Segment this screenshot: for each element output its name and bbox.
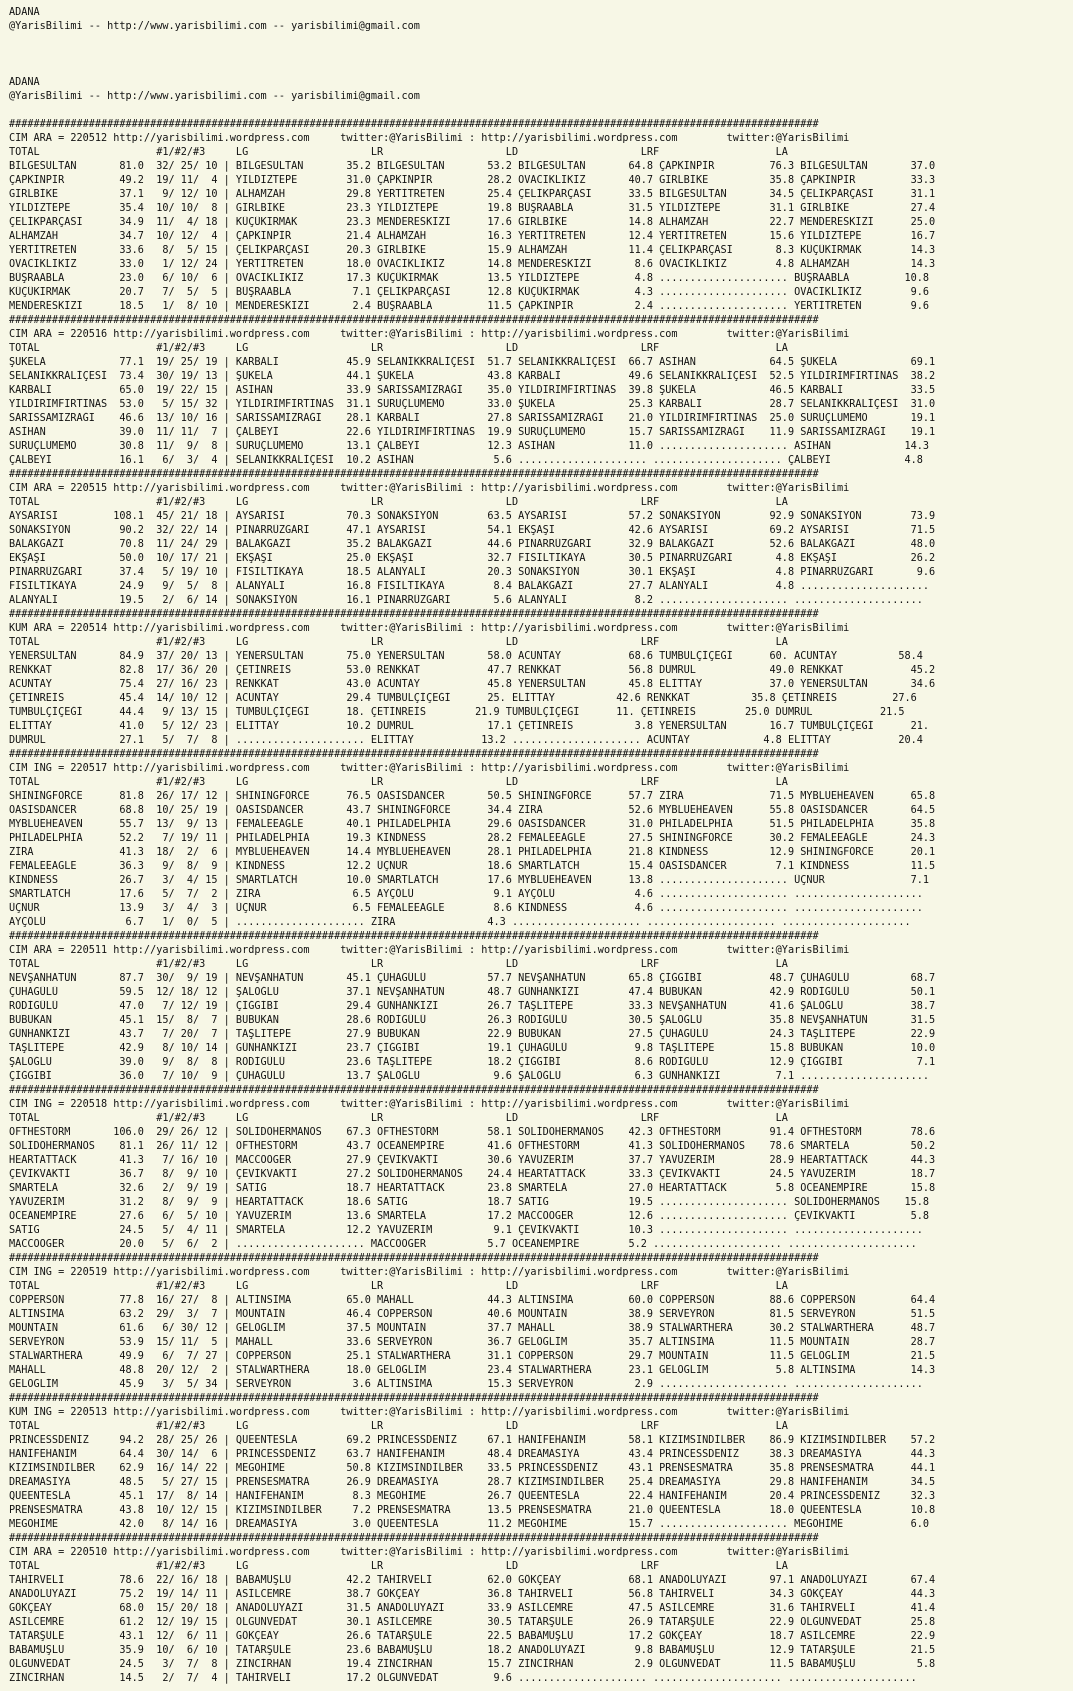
race-section	[9, 118, 1073, 314]
ranking-row: ÇETİNREİS 45.4 14/ 10/ 12 | ACUNTAY 29.4 TUMBULÇİÇEĞİ 25. ELİTTAY 42.6 RENKKAT 35.8 ÇETİNREİS 27.6	[9, 693, 917, 704]
race-header-line: KUM ING = 220513 http://yarisbilimi.wordpress.com twitter:@YarisBilimi : http://yarisbilimi.wordpress.com twitter:@YarisBilimi	[9, 1407, 850, 1418]
ranking-row: ÇALBEYİ 16.1 6/ 3/ 4 | SELANİKKRALİÇESİ 10.2 ASİHAN 5.6 ..................... ..................... ÇALBEYİ 4.8	[9, 455, 923, 466]
separator-line: ####################################################################################################################################	[9, 1533, 819, 1544]
ranking-row: YENERSULTAN 84.9 37/ 20/ 13 | YENERSULTAN 75.0 YENERSULTAN 58.0 ACUNTAY 68.6 TUMBULÇİÇEĞİ 60. ACUNTAY 58.4	[9, 651, 923, 662]
ranking-row: SMARTLATCH 17.6 5/ 7/ 2 | ZİRA 6.5 AYÇÖLÜ 9.1 AYÇÖLÜ 4.6 ..................... .....................	[9, 889, 923, 900]
column-header-line: TOTAL #1/#2/#3 LG LR LD LRF LA	[9, 147, 788, 158]
race-header-line: CIM ARA = 220515 http://yarisbilimi.wordpress.com twitter:@YarisBilimi : http://yarisbilimi.wordpress.com twitter:@YarisBilimi	[9, 483, 850, 494]
ranking-row: YAVUZERİM 31.2 8/ 9/ 9 | HEARTATTACK 18.6 SATIG 18.7 SATIG 19.5 ..................... SOLİDOHERMANOS 15.8	[9, 1197, 930, 1208]
city-title: ADANA	[9, 7, 40, 18]
separator-line: ####################################################################################################################################	[9, 1393, 819, 1404]
ranking-row: ŞALOĞLU 39.0 9/ 8/ 8 | RODİGÜLÜ 23.6 TAŞLITEPE 18.2 ÇİĞGİBİ 8.6 RODİGÜLÜ 12.9 ÇİĞGİBİ 7.1	[9, 1057, 936, 1068]
race-sections	[9, 118, 1073, 1686]
separator-line: ####################################################################################################################################	[9, 749, 819, 760]
race-section	[9, 608, 1073, 748]
ranking-row: ÇELİKPARÇASI 34.9 11/ 4/ 18 | KÜÇÜKIRMAK 23.3 MENDERESKIZI 17.6 GIRLBİKE 14.8 ALHAMZAH 22.7 MENDERESKIZI 25.0	[9, 217, 936, 228]
ranking-row: ANADOLUYAZI 75.2 19/ 14/ 11 | ASİLCEMRE 38.7 GÖKÇEAY 36.8 TAHİRVELİ 56.8 TAHİRVELİ 34.3 GÖKÇEAY 44.3	[9, 1589, 936, 1600]
ranking-row: ZİNCİRHAN 14.5 2/ 7/ 4 | TAHİRVELİ 17.2 OLGUNVEDAT 9.6 ..................... ..................... .....................	[9, 1673, 917, 1684]
ranking-row: ACUNTAY 75.4 27/ 16/ 23 | RENKKAT 43.0 ACUNTAY 45.8 YENERSULTAN 45.8 ELİTTAY 37.0 YENERSULTAN 34.6	[9, 679, 936, 690]
ranking-row: PRENSESMATRA 43.8 10/ 12/ 15 | KIZIMSINDİLBER 7.2 PRENSESMATRA 13.5 PRENSESMATRA 21.0 QUEENTESLA 18.0 QUEENTESLA 10.8	[9, 1505, 936, 1516]
ranking-row: YILDIZTEPE 35.4 10/ 10/ 8 | GIRLBİKE 23.3 YILDIZTEPE 19.8 BÜŞRAABLA 31.5 YILDIZTEPE 31.1 GIRLBİKE 27.4	[9, 203, 936, 214]
ranking-row: OLGUNVEDAT 24.5 3/ 7/ 8 | ZİNCİRHAN 19.4 ZİNCİRHAN 15.7 ZİNCİRHAN 2.9 OLGUNVEDAT 11.5 BABAMUŞLU 5.8	[9, 1659, 936, 1670]
column-header-line: TOTAL #1/#2/#3 LG LR LD LRF LA	[9, 1561, 788, 1572]
ranking-row: KINDNESS 26.7 3/ 4/ 15 | SMARTLATCH 10.0 SMARTLATCH 17.6 MYBLUEHEAVEN 13.8 ..................... ÜÇNUR 7.1	[9, 875, 930, 886]
ranking-row: GÖKÇEAY 68.0 15/ 20/ 18 | ANADOLUYAZI 31.5 ANADOLUYAZI 33.9 ASİLCEMRE 47.5 ASİLCEMRE 31.6 TAHİRVELİ 41.4	[9, 1603, 936, 1614]
ranking-row: OVACIKLIKIZ 33.0 1/ 12/ 24 | YERTİTRETEN 18.0 OVACIKLIKIZ 14.8 MENDERESKIZI 8.6 OVACIKLIKIZ 4.8 ALHAMZAH 14.3	[9, 259, 936, 270]
ranking-row: TATARŞULE 43.1 12/ 6/ 11 | GÖKÇEAY 26.6 TATARŞULE 22.5 BABAMUŞLU 17.2 GÖKÇEAY 18.7 ASİLCEMRE 22.9	[9, 1631, 936, 1642]
ranking-row: BALAKGAZİ 70.8 11/ 24/ 29 | BALAKGAZİ 35.2 BALAKGAZİ 44.6 PINARRÜZGARI 32.9 BALAKGAZİ 52.6 BALAKGAZİ 48.0	[9, 539, 936, 550]
ranking-row: GÜNHANKIZI 43.7 7/ 20/ 7 | TAŞLITEPE 27.9 BUBUKAN 22.9 BUBUKAN 27.5 ÇUHAGÜLÜ 24.3 TAŞLITEPE 22.9	[9, 1029, 936, 1040]
ranking-row: ASİLCEMRE 61.2 12/ 19/ 15 | OLGUNVEDAT 30.1 ASİLCEMRE 30.5 TATARŞULE 26.9 TATARŞULE 22.9 OLGUNVEDAT 25.8	[9, 1617, 936, 1628]
separator-line: ####################################################################################################################################	[9, 119, 819, 130]
ranking-row: MAHALL 48.8 20/ 12/ 2 | STALWARTHERA 18.0 GELOGLİM 23.4 STALWARTHERA 23.1 GELOGLİM 5.8 ALTINSİMA 14.3	[9, 1365, 936, 1376]
ranking-row: GELOGLİM 45.9 3/ 5/ 34 | SERVEYRON 3.6 ALTINSİMA 15.3 SERVEYRON 2.9 ..................... .....................	[9, 1379, 923, 1390]
ranking-row: SHININGFORCE 81.8 26/ 17/ 12 | SHININGFORCE 76.5 OASİSDANCER 50.5 SHININGFORCE 57.7 ZİRA 71.5 MYBLUEHEAVEN 65.8	[9, 791, 936, 802]
ranking-row: MYBLUEHEAVEN 55.7 13/ 9/ 13 | FEMALEEAGLE 40.1 PHILADELPHIA 29.6 OASİSDANCER 31.0 PHILADELPHIA 51.5 PHILADELPHIA 35.8	[9, 819, 936, 830]
separator-line: ####################################################################################################################################	[9, 1253, 819, 1264]
ranking-row: STALWARTHERA 49.9 6/ 7/ 27 | COPPERSON 25.1 STALWARTHERA 31.1 COPPERSON 29.7 MOUNTAIN 11.5 GELOGLİM 21.5	[9, 1351, 936, 1362]
column-header-line: TOTAL #1/#2/#3 LG LR LD LRF LA	[9, 1113, 788, 1124]
ranking-row: HEARTATTACK 41.3 7/ 16/ 10 | MACCOOGER 27.9 ÇEVİKVAKTİ 30.6 YAVUZERİM 37.7 YAVUZERİM 28.9 HEARTATTACK 44.3	[9, 1155, 936, 1166]
ranking-row: MENDERESKIZI 18.5 1/ 8/ 10 | MENDERESKIZI 2.4 BÜŞRAABLA 11.5 ÇAPKINPİR 2.4 ..................... YERTİTRETEN 9.6	[9, 301, 930, 312]
ranking-row: FISILTIKAYA 24.9 9/ 5/ 8 | ALANYALI 16.8 FISILTIKAYA 8.4 BALAKGAZİ 27.7 ALANYALI 4.8 .....................	[9, 581, 930, 592]
separator-line: ####################################################################################################################################	[9, 315, 819, 326]
city-title-repeat: ADANA	[9, 77, 40, 88]
ranking-row: DUMRUL 27.1 5/ 7/ 8 | ..................... ELİTTAY 13.2 ..................... ACUNTAY 4.8 ELİTTAY 20.4	[9, 735, 923, 746]
ranking-row: YERTİTRETEN 33.6 8/ 5/ 15 | ÇELİKPARÇASI 20.3 GIRLBİKE 15.9 ALHAMZAH 11.4 ÇELİKPARÇASI 8.3 KÜÇÜKIRMAK 14.3	[9, 245, 936, 256]
race-section	[9, 1084, 1073, 1252]
race-header-line: KUM ARA = 220514 http://yarisbilimi.wordpress.com twitter:@YarisBilimi : http://yarisbilimi.wordpress.com twitter:@YarisBilimi	[9, 623, 850, 634]
contact-line-repeat: @YarisBilimi -- http://www.yarisbilimi.com -- yarisbilimi@gmail.com	[9, 91, 420, 102]
ranking-row: ALANYALI 19.5 2/ 6/ 14 | SONAKSİYON 16.1 PINARRÜZGARI 5.6 ALANYALI 8.2 ..................... .....................	[9, 595, 923, 606]
ranking-row: FEMALEEAGLE 36.3 9/ 8/ 9 | KINDNESS 12.2 ÜÇNUR 18.6 SMARTLATCH 15.4 OASİSDANCER 7.1 KINDNESS 11.5	[9, 861, 936, 872]
column-header-line: TOTAL #1/#2/#3 LG LR LD LRF LA	[9, 497, 788, 508]
separator-line: ####################################################################################################################################	[9, 1085, 819, 1096]
ranking-row: RODİGÜLÜ 47.0 7/ 12/ 19 | ÇİĞGİBİ 29.4 GÜNHANKIZI 26.7 TAŞLITEPE 33.3 NEVŞANHATUN 41.6 ŞALOĞLU 38.7	[9, 1001, 936, 1012]
ranking-row: TAŞLITEPE 42.9 8/ 10/ 14 | GÜNHANKIZI 23.7 ÇİĞGİBİ 19.1 ÇUHAGÜLÜ 9.8 TAŞLITEPE 15.8 BUBUKAN 10.0	[9, 1043, 936, 1054]
ranking-row: MEGOHİME 42.0 8/ 14/ 16 | DREAMASIYA 3.0 QUEENTESLA 11.2 MEGOHİME 15.7 ..................... MEGOHİME 6.0	[9, 1519, 930, 1530]
race-section	[9, 314, 1073, 468]
ranking-row: KÜÇÜKIRMAK 20.7 7/ 5/ 5 | BÜŞRAABLA 7.1 ÇELİKPARÇASI 12.8 KÜÇÜKIRMAK 4.3 ..................... OVACIKLIKIZ 9.6	[9, 287, 930, 298]
ranking-row: TUMBULÇİÇEĞİ 44.4 9/ 13/ 15 | TUMBULÇİÇEĞİ 18. ÇETİNREİS 21.9 TUMBULÇİÇEĞİ 11. ÇETİNREİS 25.0 DUMRUL 21.5	[9, 707, 905, 718]
column-header-line: TOTAL #1/#2/#3 LG LR LD LRF LA	[9, 959, 788, 970]
ranking-row: ÇAPKINPİR 49.2 19/ 11/ 4 | YILDIZTEPE 31.0 ÇAPKINPİR 28.2 OVACIKLIKIZ 40.7 GIRLBİKE 35.8 ÇAPKINPİR 33.3	[9, 175, 936, 186]
race-header-line: CIM ING = 220517 http://yarisbilimi.wordpress.com twitter:@YarisBilimi : http://yarisbilimi.wordpress.com twitter:@YarisBilimi	[9, 763, 850, 774]
ranking-row: DREAMASIYA 48.5 5/ 27/ 15 | PRENSESMATRA 26.9 DREAMASIYA 28.7 KIZIMSINDİLBER 25.4 DREAMASIYA 29.8 HANİFEHANIM 34.5	[9, 1477, 936, 1488]
ranking-row: GIRLBİKE 37.1 9/ 12/ 10 | ALHAMZAH 29.8 YERTİTRETEN 25.4 ÇELİKPARÇASI 33.5 BİLGESULTAN 34.5 ÇELİKPARÇASI 31.1	[9, 189, 936, 200]
ranking-row: SELANİKKRALİÇESİ 73.4 30/ 19/ 13 | ŞUKELA 44.1 ŞUKELA 43.8 KARBALI 49.6 SELANİKKRALİÇESİ 52.5 YILDIRIMFIRTINAS 38.2	[9, 371, 936, 382]
ranking-row: RENKKAT 82.8 17/ 36/ 20 | ÇETİNREİS 53.0 RENKKAT 47.7 RENKKAT 56.8 DUMRUL 49.0 RENKKAT 45.2	[9, 665, 936, 676]
race-section	[9, 468, 1073, 608]
ranking-row: SURUÇLUMEMO 30.8 11/ 9/ 8 | SURUÇLUMEMO 13.1 ÇALBEYİ 12.3 ASİHAN 11.0 ..................... ASİHAN 14.3	[9, 441, 930, 452]
spacer	[9, 104, 1073, 118]
spacer	[9, 48, 1073, 62]
ranking-row: BİLGESULTAN 81.0 32/ 25/ 10 | BİLGESULTAN 35.2 BİLGESULTAN 53.2 BİLGESULTAN 64.8 ÇAPKINPİR 76.3 BİLGESULTAN 37.0	[9, 161, 936, 172]
race-header-line: CIM ING = 220518 http://yarisbilimi.wordpress.com twitter:@YarisBilimi : http://yarisbilimi.wordpress.com twitter:@YarisBilimi	[9, 1099, 850, 1110]
spacer	[9, 34, 1073, 48]
ranking-row: BUBUKAN 45.1 15/ 8/ 7 | BUBUKAN 28.6 RODİGÜLÜ 26.3 RODİGÜLÜ 30.5 ŞALOĞLU 35.8 NEVŞANHATUN 31.5	[9, 1015, 936, 1026]
separator-line: ####################################################################################################################################	[9, 931, 819, 942]
ranking-row: ZİRA 41.3 18/ 2/ 6 | MYBLUEHEAVEN 14.4 MYBLUEHEAVEN 28.1 PHILADELPHIA 21.8 KINDNESS 12.9 SHININGFORCE 20.1	[9, 847, 936, 858]
ranking-row: EKŞAŞI 50.0 10/ 17/ 21 | EKŞAŞI 25.0 EKŞAŞI 32.7 FISILTIKAYA 30.5 PINARRÜZGARI 4.8 EKŞAŞI 26.2	[9, 553, 936, 564]
ranking-row: SERVEYRON 53.9 15/ 11/ 5 | MAHALL 33.6 SERVEYRON 36.7 GELOGLİM 35.7 ALTINSİMA 11.5 MOUNTAIN 28.7	[9, 1337, 936, 1348]
column-header-line: TOTAL #1/#2/#3 LG LR LD LRF LA	[9, 637, 788, 648]
ranking-row: SATIG 24.5 5/ 4/ 11 | SMARTELA 12.2 YAVUZERİM 9.1 ÇEVİKVAKTİ 10.3 ..................... .....................	[9, 1225, 923, 1236]
race-header-line: CIM ARA = 220516 http://yarisbilimi.wordpress.com twitter:@YarisBilimi : http://yarisbilimi.wordpress.com twitter:@YarisBilimi	[9, 329, 850, 340]
race-section	[9, 1252, 1073, 1392]
ranking-row: ÜÇNUR 13.9 3/ 4/ 3 | ÜÇNUR 6.5 FEMALEEAGLE 8.6 KINDNESS 4.6 ..................... .....................	[9, 903, 923, 914]
race-header-line: CIM ARA = 220510 http://yarisbilimi.wordpress.com twitter:@YarisBilimi : http://yarisbilimi.wordpress.com twitter:@YarisBilimi	[9, 1547, 850, 1558]
contact-line: @YarisBilimi -- http://www.yarisbilimi.com -- yarisbilimi@gmail.com	[9, 21, 420, 32]
ranking-row: HANİFEHANIM 64.4 30/ 14/ 6 | PRINCESSDENİZ 63.7 HANİFEHANIM 48.4 DREAMASIYA 43.4 PRINCESSDENİZ 38.3 DREAMASIYA 44.3	[9, 1449, 936, 1460]
separator-line: ####################################################################################################################################	[9, 469, 819, 480]
ranking-row: MACCOOGER 20.0 5/ 6/ 2 | ..................... MACCOOGER 5.7 OCEANEMPIRE 5.2 ..................... .....................	[9, 1239, 917, 1250]
race-header-line: CIM ARA = 220511 http://yarisbilimi.wordpress.com twitter:@YarisBilimi : http://yarisbilimi.wordpress.com twitter:@YarisBilimi	[9, 945, 850, 956]
ranking-row: ASİHAN 39.0 11/ 11/ 7 | ÇALBEYİ 22.6 YILDIRIMFIRTINAS 19.9 SURUÇLUMEMO 15.7 SARISSAMIZRAĞI 11.9 SARISSAMIZRAĞI 19.1	[9, 427, 936, 438]
ranking-row: ŞUKELA 77.1 19/ 25/ 19 | KARBALI 45.9 SELANİKKRALİÇESİ 51.7 SELANİKKRALİÇESİ 66.7 ASİHAN 64.5 ŞUKELA 69.1	[9, 357, 936, 368]
ranking-row: NEVŞANHATUN 87.7 30/ 9/ 19 | NEVŞANHATUN 45.1 ÇUHAGÜLÜ 57.7 NEVŞANHATUN 65.8 ÇİĞGİBİ 48.7 ÇUHAGÜLÜ 68.7	[9, 973, 936, 984]
ranking-row: ALHAMZAH 34.7 10/ 12/ 4 | ÇAPKINPİR 21.4 ALHAMZAH 16.3 YERTİTRETEN 12.4 YERTİTRETEN 15.6 YILDIZTEPE 16.7	[9, 231, 936, 242]
ranking-row: SOLİDOHERMANOS 81.1 26/ 11/ 12 | OFTHESTORM 43.7 OCEANEMPIRE 41.6 OFTHESTORM 41.3 SOLİDOHERMANOS 78.6 SMARTELA 50.2	[9, 1141, 936, 1152]
ranking-row: SMARTELA 32.6 2/ 9/ 19 | SATIG 18.7 HEARTATTACK 23.8 SMARTELA 27.0 HEARTATTACK 5.8 OCEANEMPIRE 15.8	[9, 1183, 936, 1194]
ranking-row: SONAKSİYON 90.2 32/ 22/ 14 | PINARRÜZGARI 47.1 AYSARISI 54.1 EKŞAŞI 42.6 AYSARISI 69.2 AYSARISI 71.5	[9, 525, 936, 536]
ranking-row: ALTINSİMA 63.2 29/ 3/ 7 | MOUNTAIN 46.4 COPPERSON 40.6 MOUNTAIN 38.9 SERVEYRON 81.5 SERVEYRON 51.5	[9, 1309, 936, 1320]
ranking-row: PINARRÜZGARI 37.4 5/ 19/ 10 | FISILTIKAYA 18.5 ALANYALI 20.3 SONAKSİYON 30.1 EKŞAŞI 4.8 PINARRÜZGARI 9.6	[9, 567, 936, 578]
race-section	[9, 1532, 1073, 1686]
ranking-row: QUEENTESLA 45.1 17/ 8/ 14 | HANİFEHANIM 8.3 MEGOHİME 26.7 QUEENTESLA 22.4 HANİFEHANIM 20.4 PRINCESSDENİZ 32.3	[9, 1491, 936, 1502]
ranking-row: AYSARISI 108.1 45/ 21/ 18 | AYSARISI 70.3 SONAKSİYON 63.5 AYSARISI 57.2 SONAKSİYON 92.9 SONAKSİYON 73.9	[9, 511, 936, 522]
ranking-row: OCEANEMPIRE 27.6 6/ 5/ 10 | YAVUZERİM 13.6 SMARTELA 17.2 MACCOOGER 12.6 ..................... ÇEVİKVAKTİ 5.8	[9, 1211, 930, 1222]
ranking-row: AYÇÖLÜ 6.7 1/ 0/ 5 | ..................... ZİRA 4.3 ..................... ..................... .....................	[9, 917, 911, 928]
race-section	[9, 1392, 1073, 1532]
ranking-row: OFTHESTORM 106.0 29/ 26/ 12 | SOLİDOHERMANOS 67.3 OFTHESTORM 58.1 SOLİDOHERMANOS 42.3 OFTHESTORM 91.4 OFTHESTORM 78.6	[9, 1127, 936, 1138]
ranking-row: YILDIRIMFIRTINAS 53.0 5/ 15/ 32 | YILDIRIMFIRTINAS 31.1 SURUÇLUMEMO 33.0 ŞUKELA 25.3 KARBALI 28.7 SELANİKKRALİÇESİ 31.0	[9, 399, 936, 410]
ranking-row: PHILADELPHIA 52.2 7/ 19/ 11 | PHILADELPHIA 19.3 KINDNESS 28.2 FEMALEEAGLE 27.5 SHININGFORCE 30.2 FEMALEEAGLE 24.3	[9, 833, 936, 844]
race-section	[9, 748, 1073, 930]
ranking-row: BABAMUŞLU 35.9 10/ 6/ 10 | TATARŞULE 23.6 BABAMUŞLU 18.2 ANADOLUYAZI 9.8 BABAMUŞLU 12.9 TATARŞULE 21.5	[9, 1645, 936, 1656]
race-header-line: CIM ARA = 220512 http://yarisbilimi.wordpress.com twitter:@YarisBilimi : http://yarisbilimi.wordpress.com twitter:@YarisBilimi	[9, 133, 850, 144]
column-header-line: TOTAL #1/#2/#3 LG LR LD LRF LA	[9, 1421, 788, 1432]
race-header-line: CIM ING = 220519 http://yarisbilimi.wordpress.com twitter:@YarisBilimi : http://yarisbilimi.wordpress.com twitter:@YarisBilimi	[9, 1267, 850, 1278]
ranking-row: COPPERSON 77.8 16/ 27/ 8 | ALTINSİMA 65.0 MAHALL 44.3 ALTINSİMA 60.0 COPPERSON 88.6 COPPERSON 64.4	[9, 1295, 936, 1306]
separator-line: ####################################################################################################################################	[9, 609, 819, 620]
ranking-row: BÜŞRAABLA 23.0 6/ 10/ 6 | OVACIKLIKIZ 17.3 KÜÇÜKIRMAK 13.5 YILDIZTEPE 4.8 ..................... BÜŞRAABLA 10.8	[9, 273, 930, 284]
spacer	[9, 62, 1073, 76]
column-header-line: TOTAL #1/#2/#3 LG LR LD LRF LA	[9, 1281, 788, 1292]
ranking-row: KIZIMSINDİLBER 62.9 16/ 14/ 22 | MEGOHİME 50.8 KIZIMSINDİLBER 33.5 PRINCESSDENİZ 43.1 PRENSESMATRA 35.8 PRENSESMATRA 44.1	[9, 1463, 936, 1474]
ranking-row: OASİSDANCER 68.8 10/ 25/ 19 | OASİSDANCER 43.7 SHININGFORCE 34.4 ZİRA 52.6 MYBLUEHEAVEN 55.8 OASİSDANCER 64.5	[9, 805, 936, 816]
ranking-row: MOUNTAIN 61.6 6/ 30/ 12 | GELOGLİM 37.5 MOUNTAIN 37.7 MAHALL 38.9 STALWARTHERA 30.2 STALWARTHERA 48.7	[9, 1323, 936, 1334]
column-header-line: TOTAL #1/#2/#3 LG LR LD LRF LA	[9, 343, 788, 354]
race-section	[9, 930, 1073, 1084]
ranking-row: ÇUHAGÜLÜ 59.5 12/ 18/ 12 | ŞALOĞLU 37.1 NEVŞANHATUN 48.7 GÜNHANKIZI 47.4 BUBUKAN 42.9 RODİGÜLÜ 50.1	[9, 987, 936, 998]
ranking-row: ELİTTAY 41.0 5/ 12/ 23 | ELİTTAY 10.2 DUMRUL 17.1 ÇETİNREİS 3.8 YENERSULTAN 16.7 TUMBULÇİÇEĞİ 21.	[9, 721, 930, 732]
ranking-row: TAHİRVELİ 78.6 22/ 16/ 18 | BABAMUŞLU 42.2 TAHİRVELİ 62.0 GÖKÇEAY 68.1 ANADOLUYAZI 97.1 ANADOLUYAZI 67.4	[9, 1575, 936, 1586]
ranking-row: ÇEVİKVAKTİ 36.7 8/ 9/ 10 | ÇEVİKVAKTİ 27.2 SOLİDOHERMANOS 24.4 HEARTATTACK 33.3 ÇEVİKVAKTİ 24.5 YAVUZERİM 18.7	[9, 1169, 936, 1180]
ranking-row: KARBALI 65.0 19/ 22/ 15 | ASİHAN 33.9 SARISSAMIZRAĞI 35.0 YILDIRIMFIRTINAS 39.8 ŞUKELA 46.5 KARBALI 33.5	[9, 385, 936, 396]
ranking-row: SARISSAMIZRAĞI 46.6 13/ 10/ 16 | SARISSAMIZRAĞI 28.1 KARBALI 27.8 SARISSAMIZRAĞI 21.0 YILDIRIMFIRTINAS 25.0 SURUÇLUMEMO 19.1	[9, 413, 936, 424]
column-header-line: TOTAL #1/#2/#3 LG LR LD LRF LA	[9, 777, 788, 788]
ranking-row: ÇİĞGİBİ 36.0 7/ 10/ 9 | ÇUHAGÜLÜ 13.7 ŞALOĞLU 9.6 ŞALOĞLU 6.3 GÜNHANKIZI 7.1 .....................	[9, 1071, 930, 1082]
ranking-row: PRINCESSDENİZ 94.2 28/ 25/ 26 | QUEENTESLA 69.2 PRINCESSDENİZ 67.1 HANİFEHANIM 58.1 KIZIMSINDİLBER 86.9 KIZIMSINDİLBER 57.2	[9, 1435, 936, 1446]
